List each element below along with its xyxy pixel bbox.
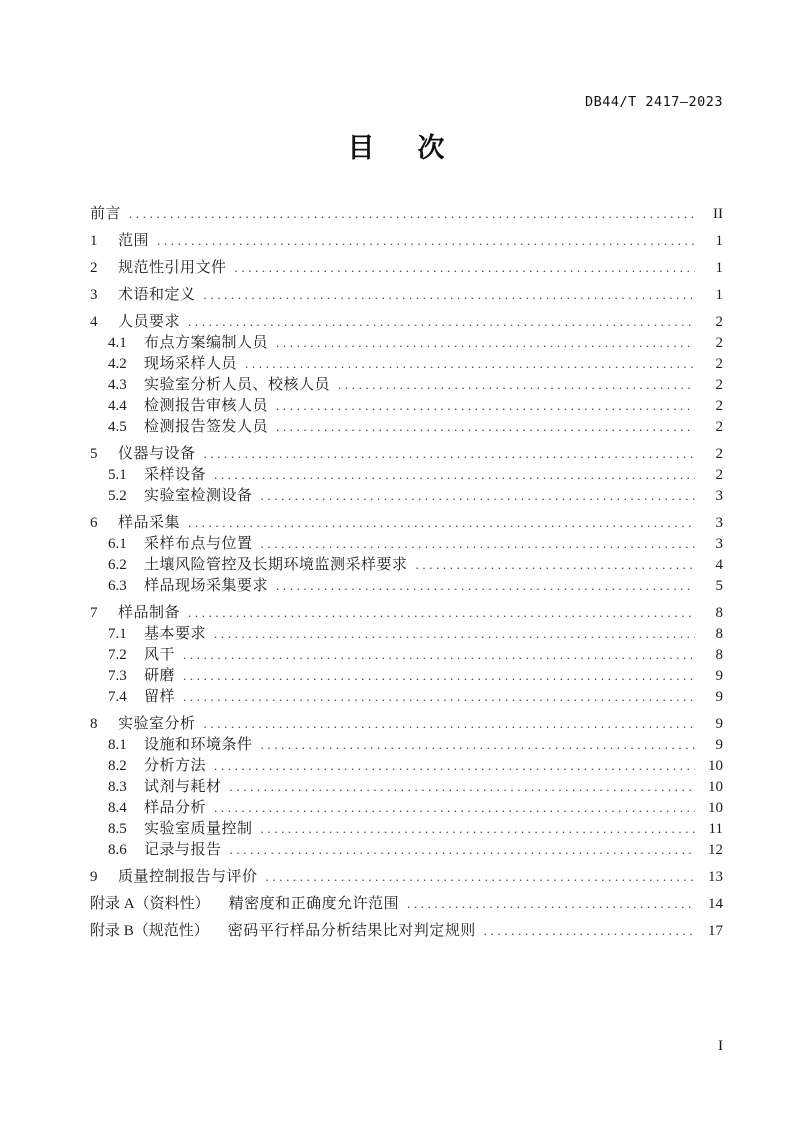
- toc-entry-number: 9: [90, 869, 98, 885]
- toc-leader-dots: [407, 893, 695, 914]
- toc-entry-number: 8.2: [108, 758, 127, 774]
- toc-entry[interactable]: [90, 353, 723, 374]
- footer-page-number: I: [718, 1038, 723, 1054]
- toc-entry-page: 4: [715, 557, 723, 573]
- toc-entry-title: 试剂与耗材: [144, 779, 222, 795]
- toc-leader-dots: [183, 644, 695, 665]
- toc-entry[interactable]: [90, 533, 723, 554]
- table-of-contents: [90, 197, 723, 941]
- toc-entry-title: 布点方案编制人员: [144, 335, 269, 351]
- toc-leader-dots: [484, 920, 695, 941]
- toc-entry-page: 2: [715, 335, 723, 351]
- toc-leader-dots: [129, 203, 695, 224]
- toc-entry-title: 土壤风险管控及长期环境监测采样要求: [144, 557, 408, 573]
- toc-entry[interactable]: [90, 416, 723, 437]
- toc-leader-dots: [188, 311, 695, 332]
- toc-leader-dots: [230, 776, 695, 797]
- toc-leader-dots: [276, 575, 695, 596]
- toc-entry[interactable]: [90, 623, 723, 644]
- toc-entry-title: 精密度和正确度允许范围: [228, 896, 400, 912]
- toc-entry-title: 仪器与设备: [118, 446, 196, 462]
- toc-entry[interactable]: [90, 464, 723, 485]
- toc-entry-number: 4.3: [108, 377, 127, 393]
- toc-entry-title: 实验室质量控制: [144, 821, 253, 837]
- toc-entry-title: 范围: [118, 233, 150, 249]
- toc-entry[interactable]: [90, 797, 723, 818]
- toc-entry[interactable]: [90, 734, 723, 755]
- toc-entry-title: 实验室分析: [118, 716, 196, 732]
- toc-entry-number: 6.2: [108, 557, 127, 573]
- toc-entry-title: 样品制备: [118, 605, 181, 621]
- toc-entry-page: 12: [708, 842, 723, 858]
- toc-entry-number: 5.1: [108, 467, 127, 483]
- toc-leader-dots: [261, 533, 695, 554]
- toc-entry[interactable]: [90, 395, 723, 416]
- toc-leader-dots: [245, 353, 695, 374]
- toc-entry[interactable]: [90, 485, 723, 506]
- toc-leader-dots: [261, 485, 695, 506]
- toc-entry-page: 3: [715, 488, 723, 504]
- toc-entry-page: 2: [715, 377, 723, 393]
- toc-entry-number: 附录 A（资料性）: [90, 896, 210, 912]
- toc-entry[interactable]: [90, 839, 723, 860]
- toc-entry[interactable]: [90, 203, 723, 224]
- toc-entry-number: 7.1: [108, 626, 127, 642]
- toc-entry-number: 8.3: [108, 779, 127, 795]
- toc-entry[interactable]: [90, 920, 723, 941]
- toc-entry-page: 8: [715, 605, 723, 621]
- toc-entry-number: 4.2: [108, 356, 127, 372]
- toc-entry-number: 7.2: [108, 647, 127, 663]
- toc-leader-dots: [261, 734, 695, 755]
- toc-leader-dots: [214, 464, 695, 485]
- toc-entry-number: 4.4: [108, 398, 127, 414]
- toc-entry-page: 3: [715, 515, 723, 531]
- toc-entry[interactable]: [90, 686, 723, 707]
- toc-entry-title: 密码平行样品分析结果比对判定规则: [227, 923, 476, 939]
- toc-leader-dots: [183, 665, 695, 686]
- toc-entry[interactable]: [90, 311, 723, 332]
- toc-entry-number: 6.1: [108, 536, 127, 552]
- toc-entry-page: 9: [715, 737, 723, 753]
- toc-entry-title: 前言: [90, 206, 122, 222]
- toc-entry[interactable]: [90, 554, 723, 575]
- toc-entry-number: 3: [90, 287, 98, 303]
- toc-entry-page: 9: [715, 689, 723, 705]
- toc-entry-page: 2: [715, 356, 723, 372]
- toc-entry-page: 1: [715, 233, 723, 249]
- toc-entry-title: 样品现场采集要求: [144, 578, 269, 594]
- toc-entry[interactable]: [90, 644, 723, 665]
- toc-leader-dots: [183, 686, 695, 707]
- toc-leader-dots: [188, 512, 695, 533]
- toc-entry-page: 2: [715, 314, 723, 330]
- toc-leader-dots: [230, 839, 695, 860]
- toc-entry-title: 人员要求: [118, 314, 181, 330]
- toc-leader-dots: [204, 713, 695, 734]
- toc-entry[interactable]: [90, 332, 723, 353]
- toc-entry[interactable]: [90, 374, 723, 395]
- toc-entry[interactable]: [90, 713, 723, 734]
- toc-entry-title: 实验室分析人员、校核人员: [144, 377, 331, 393]
- toc-entry-title: 记录与报告: [144, 842, 222, 858]
- toc-entry-number: 7: [90, 605, 98, 621]
- toc-leader-dots: [214, 797, 695, 818]
- toc-entry-page: 17: [708, 923, 723, 939]
- toc-entry-title: 采样设备: [144, 467, 207, 483]
- toc-entry-number: 1: [90, 233, 98, 249]
- toc-entry-page: 13: [708, 869, 723, 885]
- toc-leader-dots: [276, 332, 695, 353]
- toc-entry-number: 4: [90, 314, 98, 330]
- toc-leader-dots: [338, 374, 695, 395]
- toc-entry-title: 设施和环境条件: [144, 737, 253, 753]
- toc-leader-dots: [235, 257, 695, 278]
- page-title: 目 次: [347, 133, 453, 163]
- toc-entry-page: 2: [715, 446, 723, 462]
- toc-entry[interactable]: [90, 866, 723, 887]
- toc-entry-number: 8.1: [108, 737, 127, 753]
- toc-entry[interactable]: [90, 284, 723, 305]
- toc-entry-page: 8: [715, 626, 723, 642]
- toc-entry[interactable]: [90, 665, 723, 686]
- toc-leader-dots: [214, 623, 695, 644]
- toc-entry-number: 2: [90, 260, 98, 276]
- toc-entry-title: 样品分析: [144, 800, 207, 816]
- toc-entry-title: 检测报告签发人员: [144, 419, 269, 435]
- toc-entry-page: 14: [708, 896, 723, 912]
- toc-entry-number: 8.4: [108, 800, 127, 816]
- toc-entry-number: 附录 B（规范性）: [90, 923, 209, 939]
- toc-entry[interactable]: [90, 893, 723, 914]
- toc-entry-title: 现场采样人员: [144, 356, 238, 372]
- toc-leader-dots: [214, 755, 695, 776]
- toc-entry-number: 8.6: [108, 842, 127, 858]
- toc-entry-title: 留样: [144, 689, 176, 705]
- toc-entry[interactable]: [90, 818, 723, 839]
- toc-entry[interactable]: [90, 512, 723, 533]
- toc-entry-title: 检测报告审核人员: [144, 398, 269, 414]
- toc-entry-page: 10: [708, 758, 723, 774]
- toc-entry-title: 质量控制报告与评价: [118, 869, 258, 885]
- toc-entry[interactable]: [90, 230, 723, 251]
- toc-entry-number: 6: [90, 515, 98, 531]
- toc-leader-dots: [276, 395, 695, 416]
- toc-entry-page: 3: [715, 536, 723, 552]
- toc-entry-number: 7.3: [108, 668, 127, 684]
- toc-leader-dots: [261, 818, 695, 839]
- toc-entry-page: 2: [715, 398, 723, 414]
- toc-leader-dots: [266, 866, 695, 887]
- toc-entry-page: II: [713, 206, 723, 222]
- toc-entry-title: 风干: [144, 647, 176, 663]
- toc-entry[interactable]: [90, 776, 723, 797]
- toc-entry-number: 6.3: [108, 578, 127, 594]
- toc-entry-page: 2: [715, 467, 723, 483]
- toc-entry-title: 分析方法: [144, 758, 207, 774]
- toc-entry-title: 采样布点与位置: [144, 536, 253, 552]
- toc-entry-page: 10: [708, 779, 723, 795]
- toc-entry-number: 4.1: [108, 335, 127, 351]
- toc-entry-number: 4.5: [108, 419, 127, 435]
- toc-entry-number: 5: [90, 446, 98, 462]
- toc-entry-page: 5: [715, 578, 723, 594]
- toc-entry-number: 8: [90, 716, 98, 732]
- document-code: DB44/T 2417—2023: [584, 94, 723, 110]
- toc-entry-title: 规范性引用文件: [118, 260, 227, 276]
- toc-leader-dots: [416, 554, 695, 575]
- toc-entry-page: 10: [708, 800, 723, 816]
- toc-entry[interactable]: [90, 575, 723, 596]
- toc-entry-title: 基本要求: [144, 626, 207, 642]
- toc-leader-dots: [204, 284, 695, 305]
- toc-entry-title: 实验室检测设备: [144, 488, 253, 504]
- toc-leader-dots: [188, 602, 695, 623]
- toc-entry-number: 5.2: [108, 488, 127, 504]
- toc-leader-dots: [276, 416, 695, 437]
- toc-entry-page: 11: [708, 821, 723, 837]
- toc-entry-page: 2: [715, 419, 723, 435]
- toc-leader-dots: [204, 443, 695, 464]
- toc-entry-page: 8: [715, 647, 723, 663]
- toc-entry[interactable]: [90, 443, 723, 464]
- toc-entry-title: 术语和定义: [118, 287, 196, 303]
- toc-entry-page: 1: [715, 260, 723, 276]
- toc-entry[interactable]: [90, 755, 723, 776]
- toc-entry-number: 7.4: [108, 689, 127, 705]
- toc-entry[interactable]: [90, 602, 723, 623]
- toc-entry-title: 研磨: [144, 668, 176, 684]
- toc-leader-dots: [157, 230, 695, 251]
- toc-entry[interactable]: [90, 257, 723, 278]
- toc-entry-number: 8.5: [108, 821, 127, 837]
- toc-entry-page: 1: [715, 287, 723, 303]
- toc-entry-page: 9: [715, 716, 723, 732]
- toc-entry-page: 9: [715, 668, 723, 684]
- toc-entry-title: 样品采集: [118, 515, 181, 531]
